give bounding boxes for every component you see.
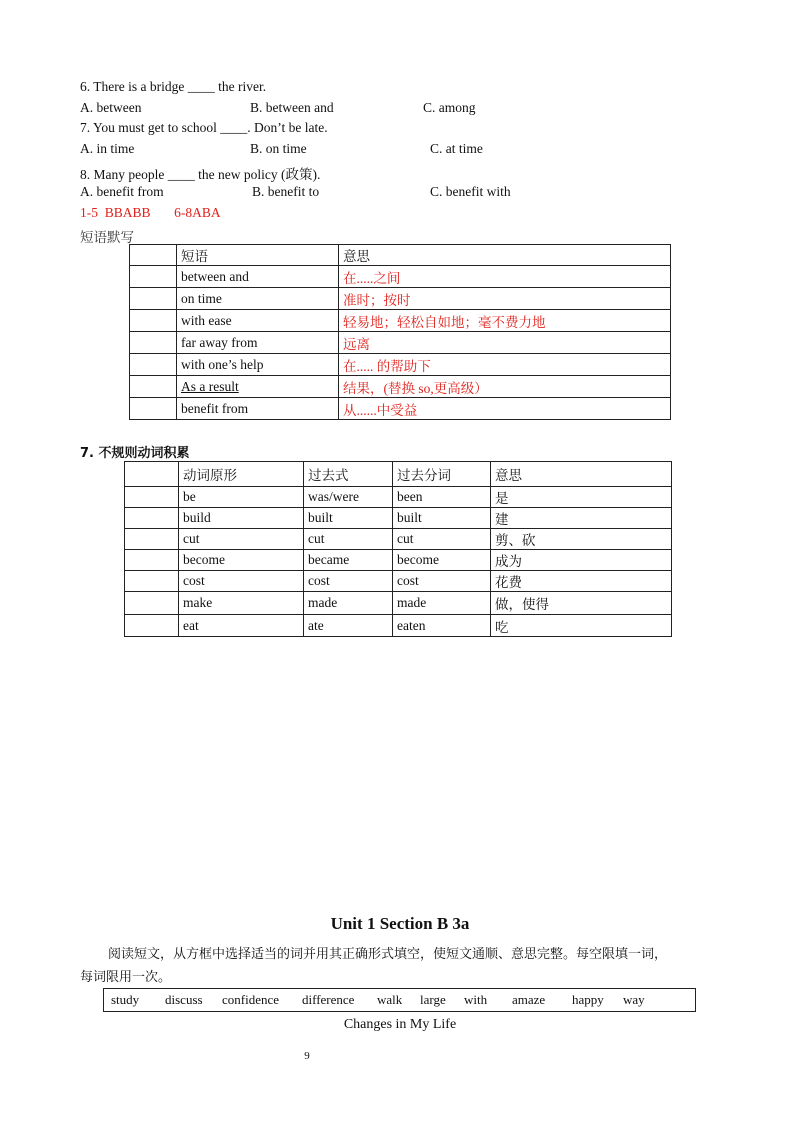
unit-title: Unit 1 Section B 3a <box>330 914 470 933</box>
past-tense-cell: became <box>304 550 393 571</box>
blank-cell <box>125 571 179 592</box>
past-tense-cell: was/were <box>304 487 393 508</box>
question-7-stem: 7. You must get to school ____. Don’t be late. <box>80 120 328 135</box>
past-participle-cell: been <box>393 487 491 508</box>
blank-cell <box>130 310 177 332</box>
blank-cell <box>125 550 179 571</box>
table-row <box>130 398 671 420</box>
meaning-cell: 做，使得 <box>491 592 672 615</box>
phrase-cell: on time <box>177 288 339 310</box>
phrase-cell: with ease <box>177 310 339 332</box>
question-8-stem: 8. Many people ____ the new policy (政策). <box>80 167 321 182</box>
word-box-word: difference <box>302 992 355 1007</box>
question-6-option-c: C. among <box>423 100 476 115</box>
word-box-word: confidence <box>222 992 280 1007</box>
base-form-cell: eat <box>179 615 304 637</box>
question-6-option-b: B. between and <box>250 100 334 115</box>
past-participle-cell: cost <box>393 571 491 592</box>
table-row <box>125 529 672 550</box>
header-cell <box>130 245 177 266</box>
header-cell: 过去式 <box>304 462 393 487</box>
meaning-cell: 远离 <box>339 332 671 354</box>
table-row <box>130 310 671 332</box>
passage-title: Changes in My Life <box>343 1017 457 1032</box>
meaning-cell: 吃 <box>491 615 672 637</box>
word-box-word: with <box>464 992 488 1007</box>
past-participle-cell: cut <box>393 529 491 550</box>
past-tense-cell: built <box>304 508 393 529</box>
table-row <box>125 592 672 615</box>
phrase-section-title: 短语默写 <box>80 230 134 245</box>
table-row <box>130 288 671 310</box>
past-tense-cell: cost <box>304 571 393 592</box>
past-tense-cell: cut <box>304 529 393 550</box>
meaning-cell: 剪、砍 <box>491 529 672 550</box>
past-tense-cell: made <box>304 592 393 615</box>
blank-cell <box>125 487 179 508</box>
phrase-cell: with one’s help <box>177 354 339 376</box>
instruction-line-2: 每词限用一次。 <box>80 970 172 985</box>
meaning-cell: 轻易地；轻松自如地；毫不费力地 <box>339 310 671 332</box>
past-participle-cell: built <box>393 508 491 529</box>
blank-cell <box>130 288 177 310</box>
base-form-cell: be <box>179 487 304 508</box>
table-row <box>125 487 672 508</box>
verb-table <box>124 461 672 637</box>
answer-key: 1-5 BBABB 6-8ABA <box>80 205 221 220</box>
meaning-cell: 花费 <box>491 571 672 592</box>
blank-cell <box>130 354 177 376</box>
blank-cell <box>125 592 179 615</box>
meaning-cell: 准时；按时 <box>339 288 671 310</box>
past-participle-cell: become <box>393 550 491 571</box>
base-form-cell: cost <box>179 571 304 592</box>
question-7-option-c: C. at time <box>430 141 483 156</box>
past-participle-cell: made <box>393 592 491 615</box>
header-cell: 意思 <box>339 245 671 266</box>
meaning-cell: 是 <box>491 487 672 508</box>
table-row <box>130 354 671 376</box>
table-row <box>130 332 671 354</box>
past-tense-cell: ate <box>304 615 393 637</box>
table-row <box>125 550 672 571</box>
phrase-table-header <box>130 245 671 266</box>
phrase-cell: As a result <box>177 376 339 398</box>
word-box-word: study <box>111 992 140 1007</box>
word-box-word: amaze <box>512 992 546 1007</box>
blank-cell <box>130 376 177 398</box>
base-form-cell: build <box>179 508 304 529</box>
meaning-cell: 建 <box>491 508 672 529</box>
table-row <box>130 266 671 288</box>
base-form-cell: become <box>179 550 304 571</box>
phrase-cell: far away from <box>177 332 339 354</box>
past-participle-cell: eaten <box>393 615 491 637</box>
verb-section-title: 7. 不规则动词积累 <box>80 446 190 461</box>
blank-cell <box>130 266 177 288</box>
word-box-word: large <box>420 992 446 1007</box>
question-6-stem: 6. There is a bridge ____ the river. <box>80 79 267 94</box>
word-box-word: discuss <box>165 992 203 1007</box>
table-row <box>125 508 672 529</box>
table-row <box>125 571 672 592</box>
header-cell: 短语 <box>177 245 339 266</box>
word-box-word: way <box>623 992 645 1007</box>
instruction-line-1: 阅读短文，从方框中选择适当的词并用其正确形式填空，使短文通顺、意思完整。每空限填一词， <box>108 947 668 962</box>
word-box-word: walk <box>377 992 403 1007</box>
phrase-cell: between and <box>177 266 339 288</box>
word-box <box>103 988 696 1012</box>
meaning-cell: 在..... 的帮助下 <box>339 354 671 376</box>
meaning-cell: 从......中受益 <box>339 398 671 420</box>
word-box-word: happy <box>572 992 604 1007</box>
table-row <box>130 376 671 398</box>
blank-cell <box>125 529 179 550</box>
base-form-cell: cut <box>179 529 304 550</box>
question-8-option-b: B. benefit to <box>252 184 320 199</box>
question-7-option-a: A. in time <box>80 141 135 156</box>
verb-table-header <box>125 462 672 487</box>
phrase-table <box>129 244 671 420</box>
phrase-cell: benefit from <box>177 398 339 420</box>
meaning-cell: 在.....之间 <box>339 266 671 288</box>
base-form-cell: make <box>179 592 304 615</box>
meaning-cell: 成为 <box>491 550 672 571</box>
meaning-cell: 结果，(替换 so,更高级） <box>339 376 671 398</box>
blank-cell <box>130 332 177 354</box>
question-6-option-a: A. between <box>80 100 142 115</box>
blank-cell <box>125 615 179 637</box>
table-row <box>125 615 672 637</box>
question-8-option-c: C. benefit with <box>430 184 511 199</box>
header-cell: 动词原形 <box>179 462 304 487</box>
header-cell <box>125 462 179 487</box>
question-8-option-a: A. benefit from <box>80 184 164 199</box>
blank-cell <box>125 508 179 529</box>
blank-cell <box>130 398 177 420</box>
header-cell: 过去分词 <box>393 462 491 487</box>
header-cell: 意思 <box>491 462 672 487</box>
page-number: 9 <box>304 1050 310 1062</box>
question-7-option-b: B. on time <box>250 141 307 156</box>
